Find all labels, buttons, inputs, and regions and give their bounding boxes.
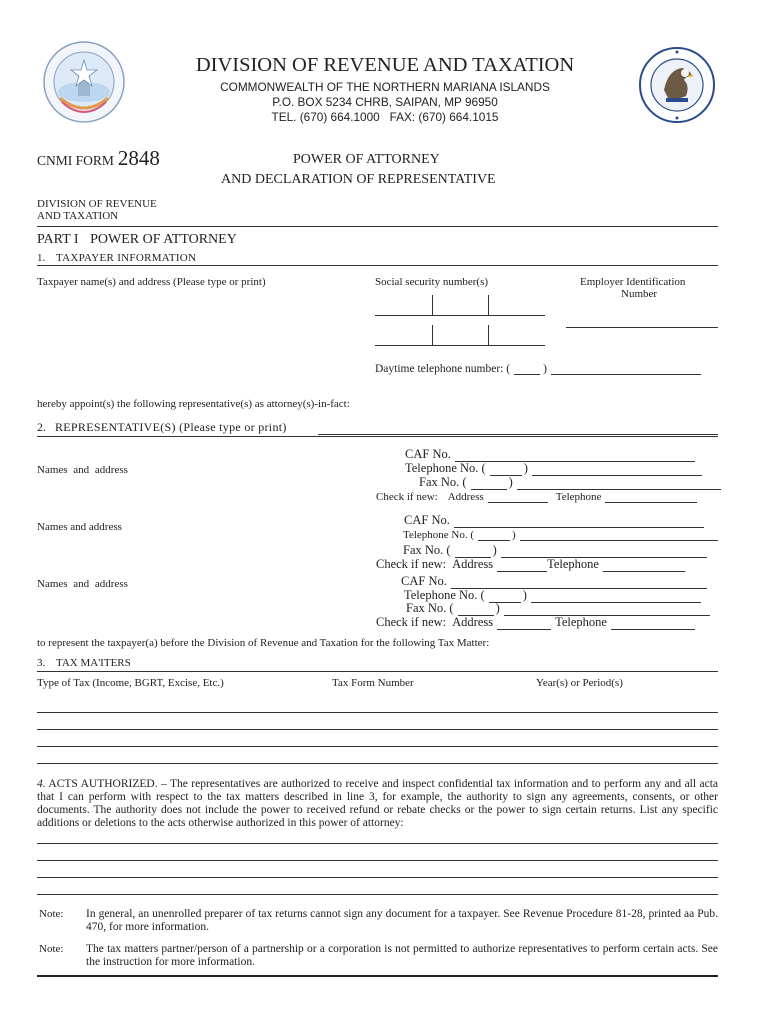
section-2-title: REPRESENTATIVE(S) (Please type or print) (55, 420, 287, 434)
tax-matter-line-2[interactable] (37, 729, 718, 730)
tax-type-header: Type of Tax (Income, BGRT, Excise, Etc.) (37, 677, 224, 689)
ssn-label: Social security number(s) (375, 276, 489, 288)
divider (37, 265, 718, 266)
rep-2-fax-paren: ) (492, 543, 497, 557)
form-number: 2848 (117, 146, 160, 170)
form-agency-1: DIVISION OF REVENUE (37, 198, 157, 210)
rep-3-address-checkbox[interactable] (497, 619, 551, 630)
header-line-1: COMMONWEALTH OF THE NORTHERN MARIANA ISLANDS (220, 80, 550, 94)
rep-2-tel-field[interactable] (520, 530, 718, 541)
rep-1-check-label: Check if new: (376, 491, 438, 503)
acts-authorized (37, 778, 718, 830)
rep-3-names-label: Names and address (37, 578, 128, 590)
rep-2-fax-label: Fax No. ( (403, 543, 451, 557)
rep-3-telephone-label: Telephone (555, 615, 607, 629)
form-title-2: AND DECLARATION OF REPRESENTATIVE (221, 172, 496, 187)
acts-line-3[interactable] (37, 877, 718, 878)
ssn-separator (488, 325, 489, 345)
rep-3-fax-paren: ) (495, 601, 500, 615)
ssn-separator (432, 325, 433, 345)
rep-2-caf-label: CAF No. (404, 513, 450, 527)
rep-3-telephone-checkbox[interactable] (611, 619, 695, 630)
tax-matter-line-1[interactable] (37, 712, 718, 713)
rep-2-tel-area[interactable] (478, 530, 510, 541)
rep-3-fax-row (406, 601, 710, 616)
header-line-2: P.O. BOX 5234 CHRB, SAIPAN, MP 96950 (272, 95, 498, 109)
note-2-text: The tax matters partner/person of a partnership or a corporation is not permitted to authorize representatives to perform certain acts. See the instruction for more information. (86, 943, 718, 968)
section-1-title: TAXPAYER INFORMATION (56, 252, 197, 264)
rep-1-fax-label: Fax No. ( (419, 475, 467, 489)
rep-1-fax-paren: ) (508, 475, 513, 489)
rep-3-caf-row (401, 574, 707, 589)
rep-2-check-row (376, 557, 685, 572)
ein-field[interactable] (566, 327, 718, 328)
ssn-field-2[interactable] (375, 345, 545, 346)
rep-1-caf-row (405, 447, 695, 462)
ssn-separator (432, 295, 433, 315)
tax-period-header: Year(s) or Period(s) (536, 677, 623, 689)
tax-matter-line-4[interactable] (37, 763, 718, 764)
form-agency-2: AND TAXATION (37, 210, 119, 222)
ein-label-1: Employer Identification (580, 276, 686, 288)
acts-line-1[interactable] (37, 843, 718, 844)
rep-2-telephone-label: Telephone (547, 557, 599, 571)
acts-line-4[interactable] (37, 894, 718, 895)
rep-2-tel-row (403, 529, 718, 541)
rep-3-address-label: Address (452, 615, 494, 629)
section-3-number: 3. (37, 657, 46, 669)
rep-1-names-label: Names and address (37, 464, 128, 476)
rep-3-fax-label: Fax No. ( (406, 601, 454, 615)
section-3-title: TAX MA'ITERS (56, 657, 131, 669)
rep-1-telephone-checkbox[interactable] (605, 492, 697, 503)
daytime-phone-area-code[interactable] (514, 364, 540, 375)
divider (37, 671, 718, 672)
rep-2-caf-field[interactable] (454, 517, 704, 528)
ssn-field-1[interactable] (375, 315, 545, 316)
rep-3-check-label: Check if new: (376, 615, 447, 629)
rep-2-address-checkbox[interactable] (497, 561, 547, 572)
rep-1-tel-paren: ) (523, 461, 528, 475)
form-prefix: CNMI FORM (37, 153, 114, 168)
appoint-text: hereby appoint(s) the following representative(s) as attorney(s)-in-fact: (37, 398, 350, 410)
rep-1-fax-field[interactable] (517, 479, 721, 490)
rep-3-caf-label: CAF No. (401, 574, 447, 588)
rep-1-caf-label: CAF No. (405, 447, 451, 461)
part-title: POWER OF ATTORNEY (90, 232, 237, 247)
rep-1-tel-row (405, 461, 702, 476)
section-2-title-rule (318, 434, 718, 435)
tax-matter-line-3[interactable] (37, 746, 718, 747)
header-line-3: TEL. (670) 664.1000 FAX: (670) 664.1015 (271, 110, 499, 124)
section-1-heading (37, 252, 196, 264)
rep-3-tel-paren: ) (522, 588, 527, 602)
note-1-text: In general, an unenrolled preparer of tax returns cannot sign any document for a taxpayer. See Revenue Procedure 81-28, printed aa Pub. 470, for more information. (86, 908, 718, 933)
part-label (37, 232, 237, 248)
daytime-phone-label: Daytime telephone number: ( (375, 363, 511, 375)
rep-2-telephone-checkbox[interactable] (603, 561, 685, 572)
rep-1-address-label: Address (447, 491, 484, 503)
form-title-1: POWER OF ATTORNEY (293, 152, 440, 167)
section-4-text: ACTS AUTHORIZED. – The representatives are authorized to receive and inspect confidential tax information and to perform any and all acta that I can perform with respect to the tax matters described in line 3, for example, the authority to sign any agreements, consents, or other documents. The authority does not include the power to received refund or rebate checks or the power to sign certain returns. List any specific additions or deletions to the acts otherwise authorized in this power of attorney: (37, 778, 718, 829)
rep-2-tel-label: Telephone No. ( (403, 529, 475, 541)
rep-2-caf-row (404, 513, 704, 528)
section-4-number: 4. (37, 778, 46, 790)
divider (37, 226, 718, 227)
acts-line-2[interactable] (37, 860, 718, 861)
daytime-phone-row (375, 363, 701, 375)
daytime-phone-field[interactable] (551, 364, 701, 375)
rep-2-address-label: Address (452, 557, 494, 571)
divider (37, 436, 718, 437)
bottom-rule (37, 975, 718, 977)
agency-title: DIVISION OF REVENUE AND TAXATION (195, 54, 575, 76)
rep-2-check-label: Check if new: (376, 557, 447, 571)
rep-1-fax-row (419, 475, 721, 490)
tax-form-number-header: Tax Form Number (332, 677, 414, 689)
taxpayer-name-label: Taxpayer name(s) and address (Please type or print) (37, 276, 266, 288)
rep-2-names-label: Names and address (37, 521, 122, 533)
section-3-heading (37, 657, 131, 669)
represent-text: to represent the taxpayer(a) before the Division of Revenue and Taxation for the following Tax Matter: (37, 637, 490, 649)
daytime-phone-close-paren: ) (543, 363, 547, 375)
note-2-label: Note: (39, 943, 64, 955)
note-1-label: Note: (39, 908, 64, 920)
rep-3-tel-label: Telephone No. ( (404, 588, 485, 602)
ein-label-2: Number (621, 288, 658, 300)
rep-1-address-checkbox[interactable] (488, 492, 548, 503)
section-2-heading (37, 420, 287, 435)
section-1-number: 1. (37, 252, 46, 264)
section-2-number: 2. (37, 420, 46, 434)
rep-1-tel-label: Telephone No. ( (405, 461, 486, 475)
rep-1-check-row (376, 491, 697, 503)
rep-1-telephone-label: Telephone (555, 491, 602, 503)
ssn-separator (488, 295, 489, 315)
part-number: PART I (37, 232, 79, 247)
rep-2-tel-paren: ) (512, 529, 516, 541)
rep-2-fax-row (403, 543, 707, 558)
rep-1-fax-area[interactable] (471, 479, 507, 490)
rep-3-check-row (376, 615, 695, 630)
form-id (37, 146, 160, 171)
